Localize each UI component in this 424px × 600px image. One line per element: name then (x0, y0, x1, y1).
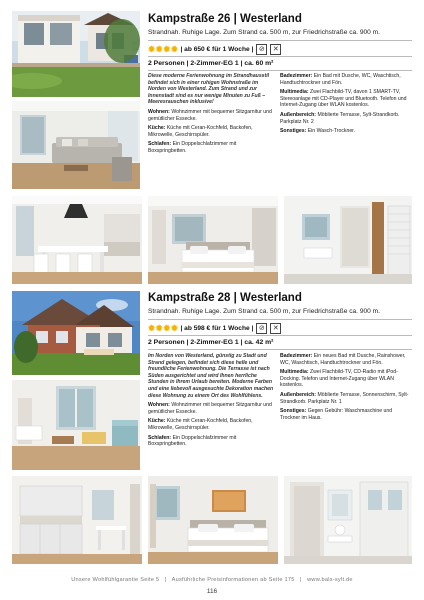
listing-1-aussen: Außenbereich: Möblierte Terrasse, Sylt-Strandkorb. Parkplatz Nr. 2 (280, 111, 400, 125)
no-smoking-icon: ⊘ (256, 323, 267, 334)
listing-1-features (280, 73, 412, 138)
listing-1-bad: Badezimmer: Ein Bad mit Dusche, WC, Waschtisch, Handtuchtrockner und Fön. (280, 73, 401, 86)
photo-bathroom-2 (284, 476, 412, 564)
listing-2-subtitle: Strandnah. Ruhige Lage. Zum Strand ca. 500 m, zur Friedrichstraße ca. 900 m. (148, 308, 380, 315)
page-number: 116 (206, 588, 218, 595)
listing-1-rule-bottom (148, 70, 412, 71)
listing-1-kueche: Küche: Küche mit Ceran-Kochfeld, Backofen, Mikrowelle, Geschirrspüler. (148, 125, 253, 138)
no-pets-icon: ✕ (270, 323, 281, 334)
photo-living-room-2 (12, 380, 140, 470)
listing-2-meta (148, 322, 281, 334)
listing-2-features (280, 353, 412, 424)
photo-dining-kitchen (12, 196, 142, 284)
star-rating: ✹✹✹✹ (148, 322, 179, 333)
listing-2-description (148, 353, 274, 451)
photo-bedroom-2 (148, 476, 278, 564)
footer-guarantee-link[interactable]: Unsere Wohlfühlgarantie Seite 5 (71, 577, 160, 583)
listing-2-title: Kampstraße 28 | Westerland (148, 292, 302, 304)
listing-1-meta (148, 43, 281, 55)
listing-1-rule-top (148, 40, 412, 41)
footer-divider: | (300, 577, 302, 583)
listing-1-multimedia: Multimedia: Zwei Flachbild-TV, davon 1 SMART-TV, Stereoanlage mit CD-Player und Bluetooth. Telefon und Internet-Zugang über WLAN kostenlos. (280, 89, 407, 109)
photo-living-room (12, 101, 140, 189)
listing-2-rule-bottom (148, 349, 412, 350)
photo-kitchen-2 (12, 476, 142, 564)
footer-website-link[interactable]: www.bals-sylt.de (307, 577, 353, 583)
listing-2-rule-top (148, 319, 412, 320)
listing-1-subtitle: Strandnah. Ruhige Lage. Zum Strand ca. 500 m, zur Friedrichstraße ca. 900 m. (148, 29, 380, 36)
listing-1-title: Kampstraße 26 | Westerland (148, 13, 302, 25)
listing-2-kueche: Küche: Küche mit Ceran-Kochfeld, Backofen, Mikrowelle, Geschirrspüler. (148, 418, 253, 431)
photo-house-exterior-2 (12, 291, 140, 375)
star-rating: ✹✹✹✹ (148, 43, 179, 54)
listing-1-sonstiges: Sonstiges: Ein Wasch-Trockner. (280, 128, 356, 135)
photo-bathroom (284, 196, 412, 284)
page-footer (0, 577, 424, 583)
listing-2-bad: Badezimmer: Ein neues Bad mit Dusche, Rainshower, WC, Waschtisch, Handtuchtrockner und Fön. (280, 353, 406, 366)
listing-2-wohnen: Wohnen: Wohnzimmer mit bequemer Sitzgarnitur und gemütlicher Essecke. (148, 402, 272, 415)
listing-1-rule-mid (148, 56, 412, 57)
footer-price-info-link[interactable]: Ausführliche Preisinformationen ab Seite 175 (171, 577, 295, 583)
listing-1-price: | ab 650 € für 1 Woche | (180, 45, 254, 53)
listing-1-wohnen: Wohnen: Wohnzimmer mit bequemer Sitzgarnitur und gemütlicher Essecke. (148, 108, 272, 122)
listing-2-schlafen: Schlafen: Ein Doppelschlafzimmer mit Boxspringbetten. (148, 434, 237, 448)
photo-bedroom (148, 196, 278, 284)
listing-1-persons: 2 Personen | 2-Zimmer-EG 1 | ca. 60 m² (148, 60, 274, 67)
listing-1-description (148, 73, 274, 158)
listing-1-schlafen: Schlafen: Ein Doppelschlafzimmer mit Boxspringbetten. (148, 141, 237, 154)
listing-2-multimedia: Multimedia: Zwei Flachbild-TV, CD-Radio mit iPod-Docking. Telefon und Internet-Zugang über WLAN kostenlos. (280, 369, 398, 389)
listing-2-aussen: Außenbereich: Möblierte Terrasse, Sonnenschirm, Sylt-Strandkorb. Parkplatz Nr. 1 (280, 391, 409, 405)
listing-2-rule-mid (148, 335, 412, 336)
footer-divider: | (164, 577, 167, 583)
photo-house-exterior-garden (12, 11, 140, 97)
listing-1-intro: Diese moderne Ferienwohnung im Strandhausstil befindet sich in einer ruhigen Wohnstraße im Norden von Westerland. Zum Strand und zur Innenstadt sind es nur wenige Minuten zu Fuß – Meeresrauschen inklusive! (148, 73, 270, 106)
listing-2-sonstiges: Sonstiges: Gegen Gebühr: Waschmaschine und Trockner im Haus. (280, 408, 393, 421)
listing-2-persons: 2 Personen | 2-Zimmer-EG 1 | ca. 42 m² (148, 339, 274, 346)
no-smoking-icon: ⊘ (256, 44, 267, 55)
no-pets-icon: ✕ (270, 44, 281, 55)
listing-2-intro: Im Norden von Westerland, günstig zu Stadt und Strand gelegen, befindet sich diese helle und freundliche Ferienwohnung. Die Terrasse ist nach Süden ausgerichtet und wird Ihnen herrliche Stunden in Ihrem Urlaub bereiten. Moderne Farben und eine liebevoll ausgesuchte Dekoration machen diese Wohnung zu einem Ort des Wohlfühlens. (148, 353, 274, 399)
listing-2-price: | ab 598 € für 1 Woche | (180, 324, 254, 332)
